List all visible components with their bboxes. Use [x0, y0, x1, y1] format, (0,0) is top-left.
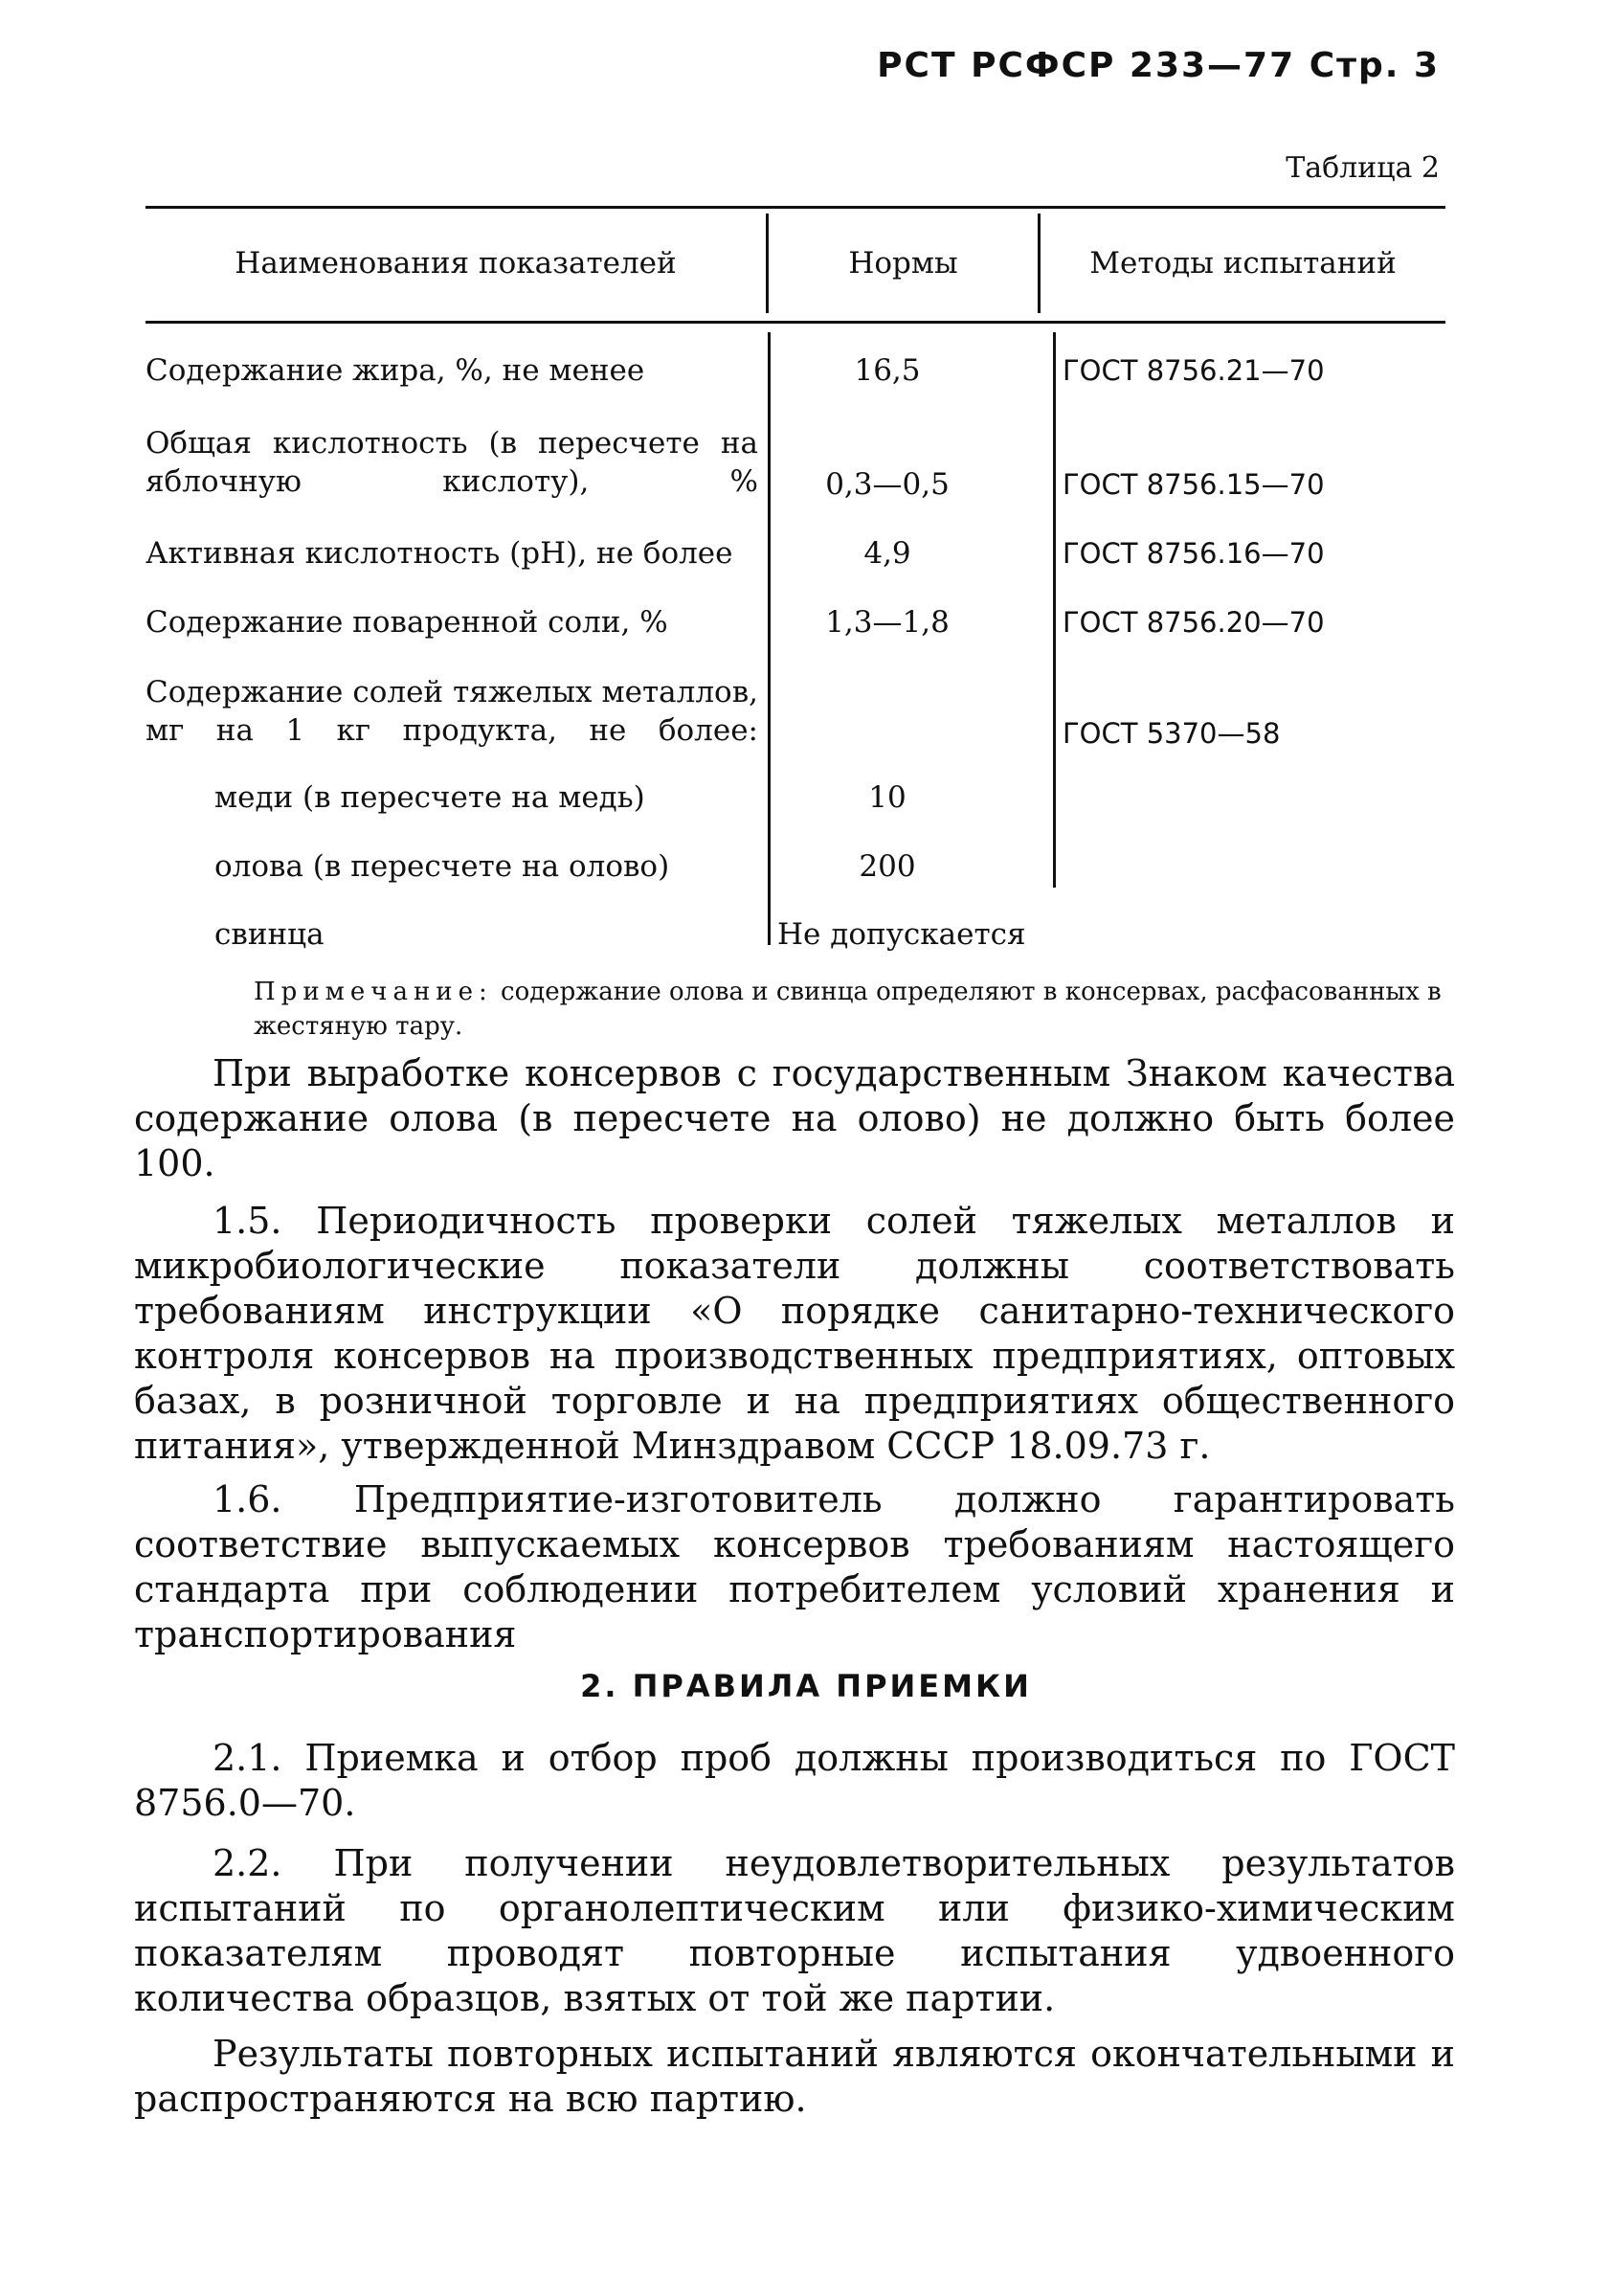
row-name: Общая кислотность (в пересчете на яблочную кислоту), %: [146, 426, 758, 499]
paragraph-1-5: [134, 1199, 1455, 1469]
table-label: Таблица 2: [1286, 151, 1440, 185]
paragraph-1-6: [134, 1477, 1455, 1657]
row-norm: 200: [859, 849, 916, 884]
row-norm: 4,9: [863, 536, 911, 571]
paragraph-text: 2.2. При получении неудовлетворительных результатов испытаний по органолептическим или физико-химическим показателям проводят повторные испытания удвоенного количества образцов, взятых от той же партии.: [134, 1842, 1455, 2019]
paragraph-result: [134, 2032, 1455, 2122]
row-method: ГОСТ 8756.15—70: [1063, 468, 1325, 501]
paragraph-text: 1.6. Предприятие-изготовитель должно гарантировать соответствие выпускаемых консервов требованиям настоящего стандарта при соблюдении потребителем условий хранения и транспортирования: [134, 1478, 1455, 1655]
paragraph-text: Результаты повторных испытаний являются окончательными и распространяются на всю партию.: [134, 2033, 1455, 2120]
row-method: ГОСТ 8756.21—70: [1063, 354, 1325, 387]
row-name: свинца: [214, 917, 325, 952]
paragraph-text: При выработке консервов с государственным Знаком качества содержание олова (в пересчете на олово) не должно быть более 100.: [134, 1052, 1455, 1184]
row-method: ГОСТ 5370—58: [1063, 717, 1281, 750]
row-norm: 0,3—0,5: [825, 467, 950, 502]
paragraph-2-1: [134, 1736, 1455, 1826]
row-name: Содержание жира, %, не менее: [146, 353, 645, 388]
body-divider-2: [1053, 332, 1056, 888]
row-norm: 16,5: [854, 353, 921, 388]
row-name: Активная кислотность (pH), не более: [146, 536, 733, 571]
paragraph-text: 2.1. Приемка и отбор проб должны производиться по ГОСТ 8756.0—70.: [134, 1737, 1455, 1824]
column-header-norm: Нормы: [848, 246, 958, 281]
paragraph-quality: [134, 1051, 1455, 1186]
note-text: содержание олова и свинца определяют в консервах, расфасованных в жестяную тару.: [254, 978, 1442, 1041]
row-method: ГОСТ 8756.16—70: [1063, 537, 1325, 570]
row-norm: 1,3—1,8: [825, 605, 950, 640]
note-label: Примечание:: [254, 978, 493, 1006]
row-norm: 10: [868, 780, 907, 815]
row-name: олова (в пересчете на олово): [214, 849, 670, 884]
row-name: Содержание солей тяжелых металлов, мг на 1 кг продукта, не более:: [146, 675, 758, 748]
column-header-name: Наименования показателей: [235, 246, 677, 281]
running-header: РСТ РСФСР 233—77 Стр. 3: [877, 46, 1440, 85]
paragraph-2-2: [134, 1841, 1455, 2021]
section-title: 2. ПРАВИЛА ПРИЕМКИ: [580, 1668, 1032, 1704]
table-note: [254, 975, 1460, 1044]
row-name: меди (в пересчете на медь): [214, 780, 645, 815]
column-header-method: Методы испытаний: [1089, 246, 1397, 281]
row-name: Содержание поваренной соли, %: [146, 605, 668, 640]
row-norm: Не допускается: [777, 917, 1026, 952]
table-header-rule: [146, 321, 1445, 324]
row-method: ГОСТ 8756.20—70: [1063, 606, 1325, 639]
paragraph-text: 1.5. Периодичность проверки солей тяжелых металлов и микробиологические показатели должны соответствовать требованиям инструкции «О порядке санитарно-технического контроля консервов на производственных предприятиях, оптовых базах, в розничной торговле и на предприятиях общественного питания», утвержденной Минздравом СССР 18.09.73 г.: [134, 1200, 1455, 1467]
